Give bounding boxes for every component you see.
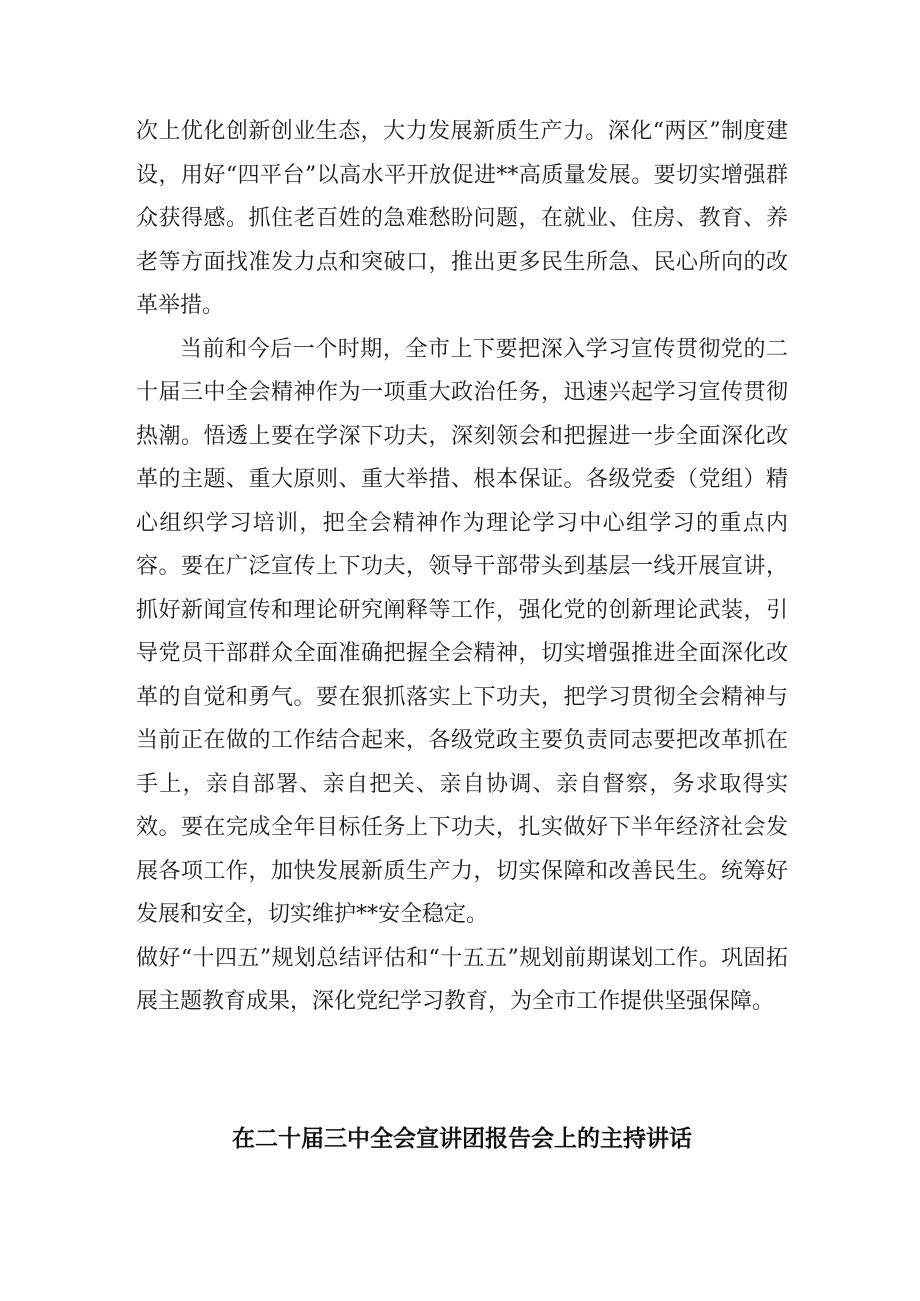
section-heading: 在二十届三中全会宣讲团报告会上的主持讲话 — [232, 1126, 692, 1152]
body-text — [136, 110, 788, 1024]
paragraph-1: 次上优化创新创业生态，大力发展新质生产力。深化“两区”制度建设，用好“四平台”以高水平开放促进**高质量发展。要切实增强群众获得感。抓住老百姓的急难愁盼问题，在就业、住房、教育、养老等方面找准发力点和突破口，推出更多民生所急、民心所向的改革举措。 — [136, 119, 788, 318]
paragraph-3: 做好“十四五”规划总结评估和“十五五”规划前期谋划工作。巩固拓展主题教育成果，深化党纪学习教育，为全市工作提供坚强保障。 — [136, 945, 788, 1014]
paragraph-2: 当前和今后一个时期，全市上下要把深入学习宣传贯彻党的二十届三中全会精神作为一项重大政治任务，迅速兴起学习宣传贯彻热潮。悟透上要在学深下功夫，深刻领会和把握进一步全面深化改革的主题、重大原则、重大举措、根本保证。各级党委（党组）精心组织学习培训，把全会精神作为理论学习中心组学习的重点内容。要在广泛宣传上下功夫，领导干部带头到基层一线开展宣讲，抓好新闻宣传和理论研究阐释等工作，强化党的创新理论武装，引导党员干部群众全面准确把握全会精神，切实增强推进全面深化改革的自觉和勇气。要在狠抓落实上下功夫，把学习贯彻全会精神与当前正在做的工作结合起来，各级党政主要负责同志要把改革抓在手上，亲自部署、亲自把关、亲自协调、亲自督察，务求取得实效。要在完成全年目标任务上下功夫，扎实做好下半年经济社会发展各项工作，加快发展新质生产力，切实保障和改善民生。统筹好发展和安全，切实维护**安全稳定。 — [136, 336, 788, 927]
